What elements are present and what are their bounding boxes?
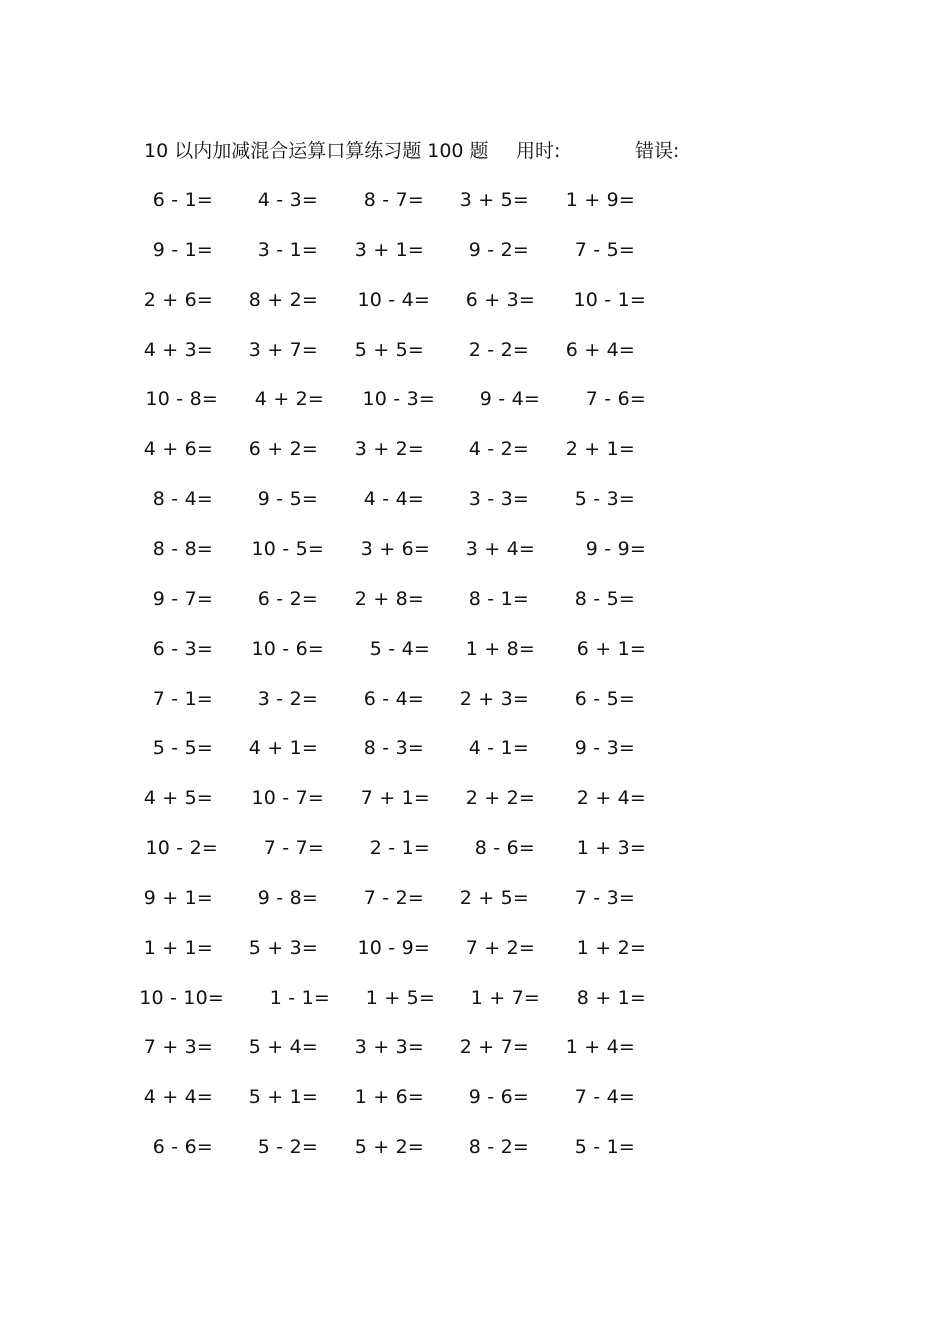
problem-item: 8 - 5= xyxy=(574,588,635,610)
problem-item: 6 + 3= xyxy=(465,289,535,311)
problem-item: 3 + 1= xyxy=(354,239,424,261)
problem-item: 3 - 1= xyxy=(257,239,318,261)
problem-item: 9 - 1= xyxy=(152,239,213,261)
problem-item: 8 - 1= xyxy=(468,588,529,610)
problem-item: 4 + 3= xyxy=(143,339,213,361)
problem-item: 3 - 3= xyxy=(468,488,529,510)
problem-item: 6 - 5= xyxy=(574,688,635,710)
problem-item: 2 + 5= xyxy=(459,887,529,909)
problem-item: 10 - 2= xyxy=(145,837,218,859)
problem-item: 8 + 1= xyxy=(576,987,646,1009)
problem-item: 1 + 2= xyxy=(576,937,646,959)
problem-item: 9 - 6= xyxy=(468,1086,529,1108)
problem-item: 10 - 10= xyxy=(139,987,224,1009)
problem-item: 1 + 1= xyxy=(143,937,213,959)
problem-item: 6 - 6= xyxy=(152,1136,213,1158)
problem-item: 1 + 4= xyxy=(565,1036,635,1058)
problem-item: 2 + 4= xyxy=(576,787,646,809)
problem-item: 1 + 3= xyxy=(576,837,646,859)
problem-item: 4 + 5= xyxy=(143,787,213,809)
problem-item: 7 - 5= xyxy=(574,239,635,261)
problem-item: 10 - 3= xyxy=(362,388,435,410)
problem-item: 3 - 2= xyxy=(257,688,318,710)
problem-item: 7 + 1= xyxy=(360,787,430,809)
problem-item: 2 - 1= xyxy=(369,837,430,859)
problem-item: 7 - 7= xyxy=(263,837,324,859)
problem-item: 5 + 4= xyxy=(248,1036,318,1058)
problem-item: 9 - 5= xyxy=(257,488,318,510)
problem-item: 4 + 4= xyxy=(143,1086,213,1108)
problem-item: 9 - 4= xyxy=(479,388,540,410)
problem-item: 3 + 6= xyxy=(360,538,430,560)
problem-item: 6 + 1= xyxy=(576,638,646,660)
problem-item: 7 - 1= xyxy=(152,688,213,710)
problem-item: 7 - 4= xyxy=(574,1086,635,1108)
problem-item: 1 + 9= xyxy=(565,189,635,211)
problem-item: 4 - 1= xyxy=(468,737,529,759)
problem-item: 10 - 5= xyxy=(251,538,324,560)
problem-item: 7 - 6= xyxy=(585,388,646,410)
problem-item: 8 - 4= xyxy=(152,488,213,510)
problem-item: 6 + 4= xyxy=(565,339,635,361)
problem-item: 2 + 8= xyxy=(354,588,424,610)
problem-item: 5 + 3= xyxy=(248,937,318,959)
problem-item: 8 - 7= xyxy=(363,189,424,211)
problem-item: 3 + 5= xyxy=(459,189,529,211)
problem-item: 5 + 2= xyxy=(354,1136,424,1158)
problem-item: 8 + 2= xyxy=(248,289,318,311)
problem-item: 1 + 5= xyxy=(365,987,435,1009)
problem-item: 8 - 8= xyxy=(152,538,213,560)
problem-item: 5 - 3= xyxy=(574,488,635,510)
problem-item: 5 - 2= xyxy=(257,1136,318,1158)
problem-item: 8 - 3= xyxy=(363,737,424,759)
problem-item: 9 - 8= xyxy=(257,887,318,909)
problem-item: 6 - 3= xyxy=(152,638,213,660)
problem-item: 7 - 2= xyxy=(363,887,424,909)
problem-item: 1 - 1= xyxy=(269,987,330,1009)
problem-item: 3 + 3= xyxy=(354,1036,424,1058)
problem-item: 4 + 1= xyxy=(248,737,318,759)
problem-item: 10 - 4= xyxy=(357,289,430,311)
problem-item: 5 - 5= xyxy=(152,737,213,759)
problem-item: 6 + 2= xyxy=(248,438,318,460)
problem-item: 8 - 2= xyxy=(468,1136,529,1158)
problem-item: 4 - 4= xyxy=(363,488,424,510)
problem-item: 3 + 7= xyxy=(248,339,318,361)
problem-item: 1 + 7= xyxy=(470,987,540,1009)
problem-item: 7 - 3= xyxy=(574,887,635,909)
problem-item: 9 - 7= xyxy=(152,588,213,610)
problem-item: 10 - 7= xyxy=(251,787,324,809)
worksheet-title: 10 以内加减混合运算口算练习题 100 题 xyxy=(144,140,489,162)
problem-item: 1 + 6= xyxy=(354,1086,424,1108)
problem-item: 2 + 3= xyxy=(459,688,529,710)
problem-item: 9 - 9= xyxy=(585,538,646,560)
problem-item: 4 - 3= xyxy=(257,189,318,211)
problem-item: 9 - 2= xyxy=(468,239,529,261)
problem-item: 2 + 6= xyxy=(143,289,213,311)
problem-item: 7 + 2= xyxy=(465,937,535,959)
problem-item: 2 - 2= xyxy=(468,339,529,361)
problem-item: 5 - 4= xyxy=(369,638,430,660)
problem-item: 5 + 1= xyxy=(248,1086,318,1108)
problem-item: 4 + 6= xyxy=(143,438,213,460)
problem-item: 2 + 1= xyxy=(565,438,635,460)
problem-item: 10 - 6= xyxy=(251,638,324,660)
problem-item: 6 - 4= xyxy=(363,688,424,710)
problem-item: 3 + 2= xyxy=(354,438,424,460)
problem-item: 10 - 9= xyxy=(357,937,430,959)
error-count-label: 错误: xyxy=(635,140,680,162)
problem-item: 2 + 2= xyxy=(465,787,535,809)
problem-item: 10 - 1= xyxy=(573,289,646,311)
problem-item: 8 - 6= xyxy=(474,837,535,859)
problem-item: 9 + 1= xyxy=(143,887,213,909)
problem-item: 4 - 2= xyxy=(468,438,529,460)
problem-item: 10 - 8= xyxy=(145,388,218,410)
problem-item: 6 - 2= xyxy=(257,588,318,610)
problem-item: 5 - 1= xyxy=(574,1136,635,1158)
problem-item: 3 + 4= xyxy=(465,538,535,560)
problem-item: 2 + 7= xyxy=(459,1036,529,1058)
problem-item: 9 - 3= xyxy=(574,737,635,759)
time-used-label: 用时: xyxy=(516,140,561,162)
problem-item: 5 + 5= xyxy=(354,339,424,361)
problem-item: 1 + 8= xyxy=(465,638,535,660)
problem-item: 7 + 3= xyxy=(143,1036,213,1058)
problem-item: 6 - 1= xyxy=(152,189,213,211)
problem-item: 4 + 2= xyxy=(254,388,324,410)
